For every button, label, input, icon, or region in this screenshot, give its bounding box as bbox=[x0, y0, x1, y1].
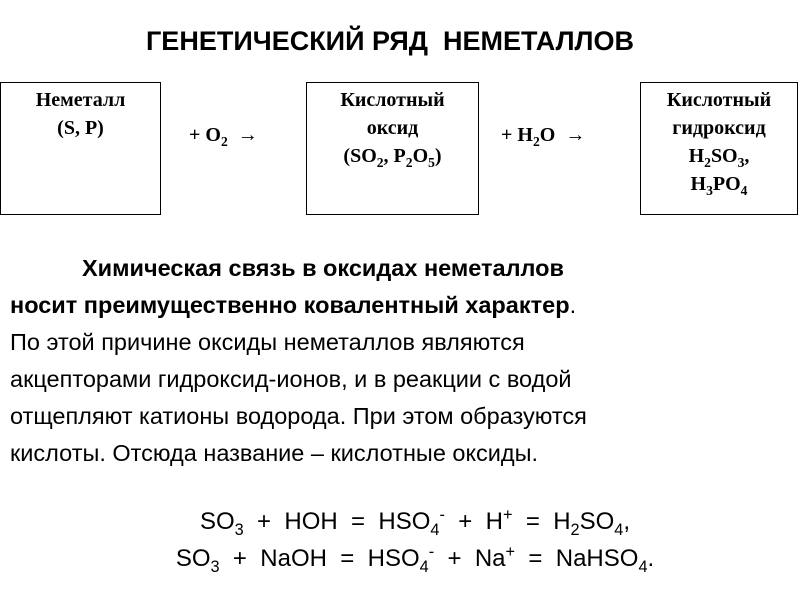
acid-oxide-label-1: Кислотный bbox=[340, 89, 445, 111]
acid-oxide-examples: ($SO_2$, $P_2O_5$) bbox=[343, 145, 442, 170]
nonmetal-box bbox=[0, 82, 161, 215]
water-operator: + $H_2O$ → bbox=[501, 124, 586, 149]
arrow-icon: → bbox=[237, 124, 258, 146]
paragraph-line-3: По этой причине оксиды неметаллов являются bbox=[10, 329, 525, 355]
acid-hydroxide-label-1: Кислотный bbox=[666, 89, 772, 111]
paragraph-line-4: акцепторами гидроксид-ионов, и в реакции с водой bbox=[10, 366, 572, 392]
page-title: ГЕНЕТИЧЕСКИЙ РЯД НЕМЕТАЛЛОВ bbox=[146, 26, 634, 56]
acid-hydroxide-box bbox=[640, 82, 798, 215]
acid-oxide-label-2: оксид bbox=[366, 117, 419, 139]
paragraph-line-6: кислоты. Отсюда название – кислотные оксиды. bbox=[10, 440, 539, 466]
paragraph-line-5: отщепляют катионы водорода. При этом образуются bbox=[10, 403, 587, 429]
explanation-paragraph bbox=[10, 250, 790, 472]
equation-1: $SO_3$ + HOH = $HSO_4^- + H^+ = H_2SO_4$, bbox=[199, 506, 631, 539]
acid-hydroxide-formula-2: $H_3PO_4$ bbox=[690, 173, 748, 198]
paragraph-line-2: носит преимущественно ковалентный характер. bbox=[10, 292, 577, 318]
nonmetal-label: Неметалл bbox=[35, 89, 126, 111]
equation-2: $SO_3$ + NaOH = $HSO_4^- + Na^+$ = NaHSO$_4$. bbox=[175, 543, 655, 576]
nonmetal-examples: (S, P) bbox=[57, 117, 104, 139]
acid-hydroxide-formula-1: $H_2SO_3$, bbox=[688, 145, 750, 170]
acid-oxide-box bbox=[306, 82, 479, 215]
arrow-icon: → bbox=[565, 124, 586, 146]
paragraph-line-1: Химическая связь в оксидах неметаллов bbox=[82, 255, 564, 281]
oxygen-operator: + $O_2$ → bbox=[189, 124, 258, 149]
acid-hydroxide-label-2: гидроксид bbox=[672, 117, 766, 139]
